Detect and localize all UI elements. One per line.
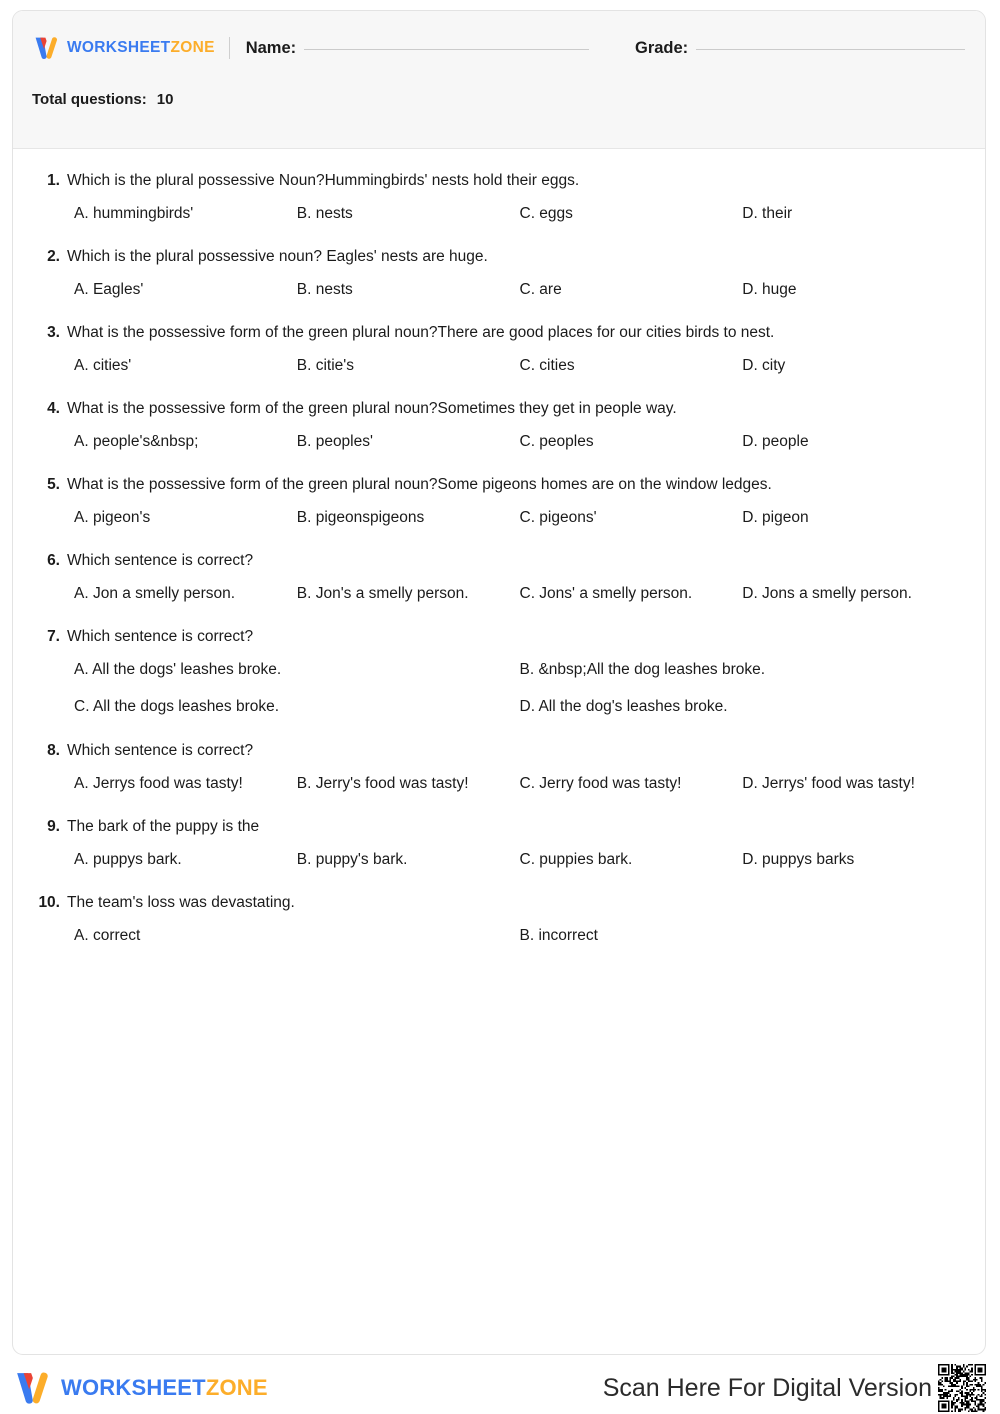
grade-label: Grade: [635,38,689,57]
answer-option[interactable]: D. their [742,204,793,222]
question-text: What is the possessive form of the green plural noun?There are good places for our cities birds to nest. [67,324,775,342]
question-prompt-row [33,551,965,572]
answer-options [33,850,965,870]
question-item [33,741,965,794]
question-prompt-row [33,399,965,420]
question-text: Which sentence is correct? [67,628,254,646]
answer-options [33,584,965,604]
question-item [33,475,965,528]
answer-options [33,926,965,946]
answer-option[interactable]: C. are [519,280,562,298]
question-number: 1. [47,172,60,189]
question-prompt-row [33,627,965,648]
answer-option[interactable]: C. peoples [519,433,594,451]
question-item [33,171,965,224]
question-text: What is the possessive form of the green plural noun?Some pigeons homes are on the window ledges. [67,476,772,494]
answer-options [33,280,965,300]
answer-option[interactable]: B. &nbsp;All the dog leashes broke. [519,661,766,679]
question-item [33,817,965,870]
question-number: 9. [47,817,60,835]
worksheet-zone-w-logo-icon [12,1369,52,1407]
answer-option[interactable]: C. All the dogs leashes broke. [74,698,280,716]
question-text: What is the possessive form of the green plural noun?Sometimes they get in people way. [67,400,677,418]
header-divider [229,37,230,59]
answer-option[interactable]: A. Jerrys food was tasty! [74,774,243,792]
answer-option[interactable]: A. puppys bark. [74,850,182,868]
answer-option[interactable]: B. pigeonspigeons [296,509,425,527]
answer-option[interactable]: D. city [742,357,786,375]
answer-option[interactable]: A. All the dogs' leashes broke. [74,661,282,679]
question-prompt-row [33,893,965,914]
grade-field[interactable] [635,39,965,58]
answer-option[interactable]: A. Eagles' [74,280,144,298]
answer-option[interactable]: D. Jons a smelly person. [742,585,912,603]
answer-option[interactable]: A. people's&nbsp; [74,433,199,451]
question-prompt-row [33,475,965,496]
question-prompt-row [33,817,965,838]
scan-here-label: Scan Here For Digital Version [602,1373,932,1402]
question-item [33,893,965,946]
brand-name-second: ZONE [170,39,215,56]
answer-options [33,356,965,376]
answer-option[interactable]: A. Jon a smelly person. [74,585,236,603]
total-questions-row [13,65,985,108]
total-questions-label: Total questions: [32,91,147,108]
footer-brand-name-second: ZONE [205,1375,268,1400]
question-item [33,323,965,376]
question-text: Which sentence is correct? [67,552,254,570]
grade-input-line[interactable] [696,49,965,50]
answer-options [33,508,965,528]
answer-option[interactable]: D. All the dog's leashes broke. [519,698,728,716]
answer-option[interactable]: C. pigeons' [519,509,597,527]
question-text: The team's loss was devastating. [67,893,295,911]
answer-options [33,774,965,794]
question-prompt-row [33,741,965,762]
worksheet-card [12,10,986,1355]
answer-option[interactable]: B. Jon's a smelly person. [296,585,469,603]
question-number: 6. [47,552,60,570]
answer-option[interactable]: B. incorrect [519,926,598,944]
brand-logo [32,35,215,61]
question-text: Which is the plural possessive Noun?Hummingbirds' nests hold their eggs. [67,172,580,189]
worksheet-footer [12,1364,986,1412]
answer-option[interactable]: B. citie's [296,357,354,375]
answer-option[interactable]: C. Jerry food was tasty! [519,774,682,792]
answer-option[interactable]: A. pigeon's [74,509,151,527]
question-text: The bark of the puppy is the [67,817,260,835]
footer-scan-area [603,1364,986,1412]
answer-option[interactable]: B. peoples' [296,433,373,451]
answer-option[interactable]: D. huge [742,280,797,298]
answer-option[interactable]: C. Jons' a smelly person. [519,585,693,603]
answer-options [33,204,965,224]
question-number: 8. [47,741,60,759]
brand-name-first: WORKSHEET [67,39,171,56]
question-prompt-row [33,247,965,268]
answer-option[interactable]: A. hummingbirds' [74,204,194,222]
answer-options [33,432,965,452]
name-field[interactable] [246,39,589,58]
total-questions-count: 10 [156,91,174,108]
answer-options [33,660,965,717]
footer-brand-wordmark [61,1375,268,1401]
answer-option[interactable]: B. nests [296,280,353,298]
footer-brand-logo [12,1369,268,1407]
answer-option[interactable]: A. cities' [74,357,132,375]
question-item [33,247,965,300]
question-item [33,627,965,717]
answer-option[interactable]: C. puppies bark. [519,850,633,868]
question-item [33,551,965,604]
qr-code-icon[interactable] [938,1364,986,1412]
question-number: 10. [38,893,60,911]
name-input-line[interactable] [304,49,589,50]
answer-option[interactable]: B. Jerry's food was tasty! [296,774,469,792]
footer-brand-name-first: WORKSHEET [61,1375,206,1400]
worksheet-header [13,11,985,149]
question-number: 2. [47,248,60,266]
question-text: Which sentence is correct? [67,741,254,759]
answer-option[interactable]: D. pigeon [742,509,809,527]
question-text: Which is the plural possessive noun? Eagles' nests are huge. [67,248,488,266]
answer-option[interactable]: C. cities [519,357,575,375]
answer-option[interactable]: C. eggs [519,204,573,222]
answer-option[interactable]: A. correct [74,926,141,944]
question-number: 3. [47,324,60,342]
name-label: Name: [245,38,297,57]
answer-option[interactable]: B. puppy's bark. [296,850,408,868]
question-prompt-row [33,171,965,192]
answer-option[interactable]: D. people [742,433,809,451]
header-top-row [13,11,985,65]
answer-option[interactable]: D. Jerrys' food was tasty! [742,774,915,792]
question-prompt-row [33,323,965,344]
questions-list [13,149,985,946]
question-item [33,399,965,452]
answer-option[interactable]: D. puppys barks [742,850,855,868]
question-number: 5. [47,476,60,494]
question-number: 4. [47,400,60,418]
worksheet-zone-w-logo-icon [32,35,60,61]
answer-option[interactable]: B. nests [296,204,353,222]
question-number: 7. [47,628,60,646]
brand-wordmark [67,39,215,57]
